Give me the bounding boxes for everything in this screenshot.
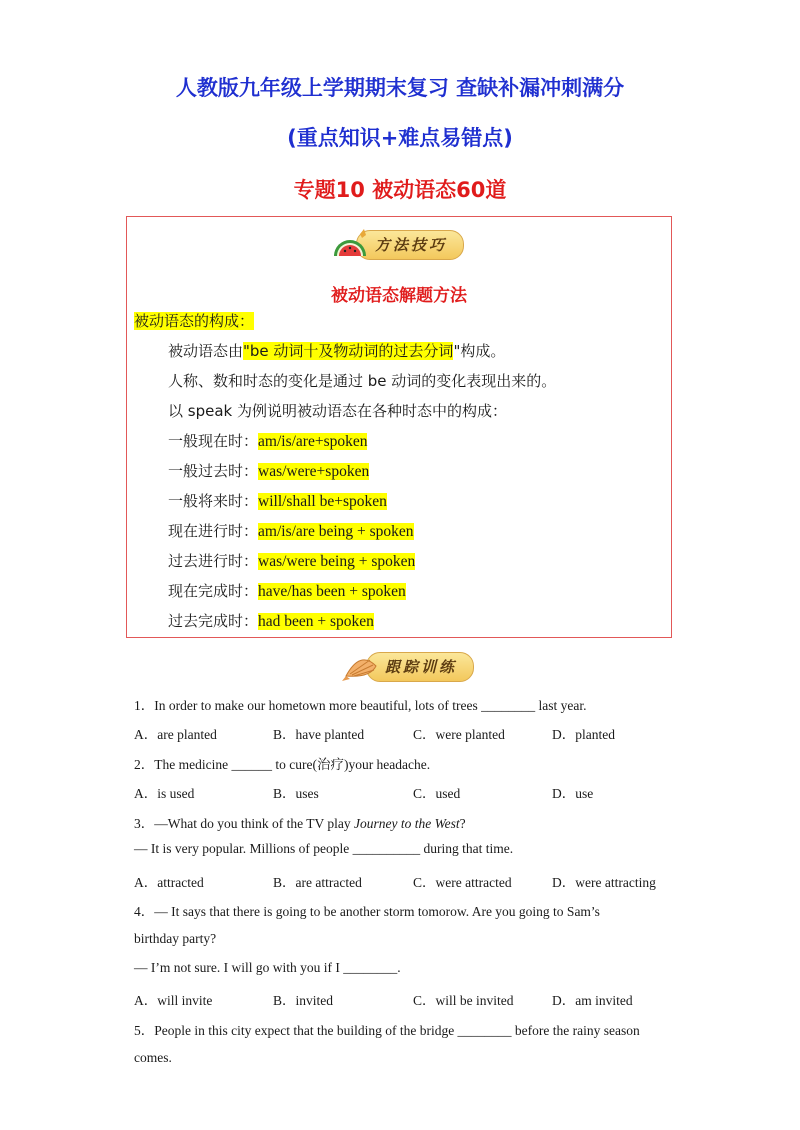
document-subtitle: (重点知识+难点易错点): [287, 126, 513, 150]
intro1-highlight: "be 动词十及物动词的过去分词: [243, 342, 454, 360]
tense-name: 一般现在时：: [168, 432, 259, 450]
question-2-option-d: D．use: [552, 786, 594, 801]
question-3-stem-title: Journey to the West: [353, 816, 460, 831]
question-3-option-c: C．were attracted: [413, 875, 512, 890]
question-1-option-d: D．planted: [552, 727, 615, 742]
tense-name: 一般将来时：: [168, 492, 259, 510]
question-3-stem-2: — It is very popular. Millions of people __________ during that time.: [134, 841, 514, 856]
question-3-stem-post: ?: [459, 816, 466, 831]
tense-row: [168, 580, 406, 601]
tense-form: had been + spoken: [258, 613, 374, 630]
tense-name: 一般过去时：: [168, 462, 259, 480]
intro-line-1: [168, 340, 505, 361]
question-4-option-d: D．am invited: [552, 993, 633, 1008]
intro-line-3: 以 speak 为例说明被动语态在各种时态中的构成：: [168, 402, 507, 420]
question-4-option-a: A．will invite: [134, 993, 213, 1008]
tense-row: [168, 460, 369, 481]
practice-banner-label: 跟踪训练: [366, 652, 474, 682]
section-label: [134, 310, 254, 331]
intro-line-2: 人称、数和时态的变化是通过 be 动词的变化表现出来的。: [168, 372, 557, 390]
question-2-option-b: B．uses: [273, 786, 319, 801]
topic-title: 专题10 被动语态60道: [293, 178, 507, 202]
tense-form: have/has been + spoken: [258, 583, 406, 600]
intro1-pre: 被动语态由: [168, 342, 244, 360]
tense-row: [168, 490, 387, 511]
question-4-option-b: B．invited: [273, 993, 333, 1008]
tense-name: 过去进行时：: [168, 552, 259, 570]
question-1-option-a: A．are planted: [134, 727, 217, 742]
tense-form: am/is/are+spoken: [258, 433, 368, 450]
question-2-stem: 2．The medicine ______ to cure(治疗)your headache.: [134, 757, 431, 772]
tense-name: 现在完成时：: [168, 582, 259, 600]
practice-banner: [340, 648, 474, 686]
question-4-option-c: C．will be invited: [413, 993, 514, 1008]
method-banner-label: 方法技巧: [356, 230, 464, 260]
question-3-stem-pre: 3．—What do you think of the TV play: [134, 816, 354, 831]
tense-form: am/is/are being + spoken: [258, 523, 414, 540]
question-4-stem-cont: birthday party?: [134, 931, 217, 946]
question-1-stem: 1．In order to make our hometown more beautiful, lots of trees ________ last year.: [134, 698, 587, 713]
tense-row: [168, 610, 374, 631]
question-1-option-b: B．have planted: [273, 727, 365, 742]
tense-name: 现在进行时：: [168, 522, 259, 540]
method-banner: [330, 226, 464, 264]
intro1-post: "构成。: [453, 342, 506, 360]
section-label-text: 被动语态的构成：: [134, 312, 255, 330]
tense-row: [168, 550, 415, 571]
watermelon-icon: [330, 226, 370, 264]
tense-row: [168, 520, 414, 541]
tense-name: 过去完成时：: [168, 612, 259, 630]
question-5-stem: 5．People in this city expect that the building of the bridge ________ before the rainy season: [134, 1023, 640, 1038]
question-3-option-a: A．attracted: [134, 875, 204, 890]
tense-form: was/were+spoken: [258, 463, 370, 480]
document-title: 人教版九年级上学期期末复习 查缺补漏冲刺满分: [175, 76, 625, 100]
tense-form: will/shall be+spoken: [258, 493, 387, 510]
question-2-option-c: C．used: [413, 786, 461, 801]
tense-form: was/were being + spoken: [258, 553, 416, 570]
question-1-option-c: C．were planted: [413, 727, 505, 742]
question-4-stem-2: — I’m not sure. I will go with you if I ________.: [134, 960, 401, 975]
tense-row: [168, 430, 367, 451]
method-heading: 被动语态解题方法: [331, 286, 467, 306]
shell-icon: [340, 648, 380, 686]
question-3-option-d: D．were attracting: [552, 875, 656, 890]
question-3-stem: [134, 812, 466, 832]
question-4-stem: 4．— It says that there is going to be another storm tomorow. Are you going to Sam’s: [134, 904, 600, 919]
method-box: [126, 216, 672, 638]
question-3-option-b: B．are attracted: [273, 875, 362, 890]
question-5-stem-cont: comes.: [134, 1050, 172, 1065]
question-2-option-a: A．is used: [134, 786, 195, 801]
